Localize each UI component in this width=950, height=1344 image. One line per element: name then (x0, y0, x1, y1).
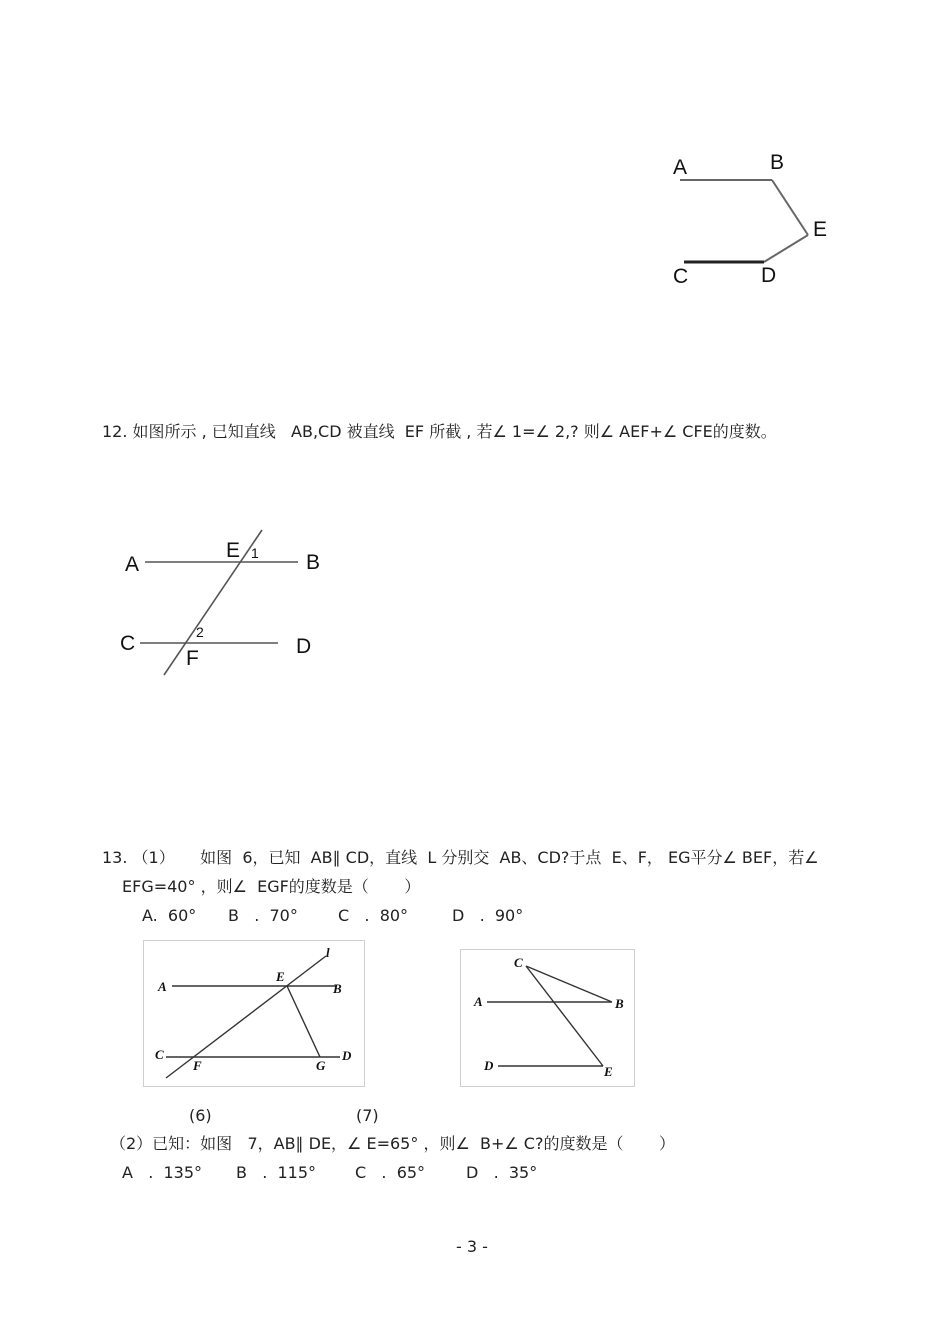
q13-part1-line2: EFG=40° ，则∠ EGF的度数是（ ） (122, 877, 421, 896)
fig7-label-c: C (514, 955, 523, 970)
figure-7-caption: (7) (356, 1106, 379, 1125)
figure-6-caption: (6) (189, 1106, 212, 1125)
fig6-label-d: D (342, 1048, 352, 1063)
label-d: D (761, 264, 777, 287)
fig7-label-e: E (604, 1064, 613, 1079)
q13-p1-option-a: A. 60° (142, 906, 197, 925)
q12-text: 12. 如图所示 , 已知直线 AB,CD 被直线 EF 所截 , 若∠ 1=∠ 2,? 则∠ AEF+∠ CFE的度数。 (102, 422, 777, 441)
q13-p1-option-d: D . 90° (452, 906, 524, 925)
fig6-label-a: A (158, 979, 167, 994)
fig6-label-b: B (333, 981, 342, 996)
q12-label-1: 1 (251, 545, 259, 561)
fig6-label-c: C (155, 1047, 164, 1062)
q12-label-f: F (186, 647, 199, 670)
q12-label-b: B (306, 551, 321, 574)
page-number: - 3 - (456, 1237, 488, 1256)
fig7-line-ce (526, 966, 603, 1066)
fig6-label-g: G (316, 1058, 326, 1073)
fig7-line-cb (526, 966, 612, 1002)
fig7-label-b: B (615, 996, 624, 1011)
q13-p2-option-d: D . 35° (466, 1163, 538, 1182)
q13-p1-option-c: C . 80° (338, 906, 409, 925)
fig6-label-f: F (193, 1058, 202, 1073)
fig7-label-a: A (474, 994, 483, 1009)
label-e: E (813, 218, 828, 241)
q13-part1-line1: 13. （1） 如图 6，已知 AB∥ CD，直线 L 分别交 AB、CD?于点 E、F， EG平分∠ BEF，若∠ (102, 848, 819, 867)
fig6-label-e: E (276, 969, 285, 984)
q12-label-e: E (226, 539, 241, 562)
label-b: B (770, 151, 785, 174)
q13-p2-option-b: B . 115° (236, 1163, 317, 1182)
fig7-label-d: D (484, 1058, 494, 1073)
q12-label-c: C (120, 632, 136, 655)
q12-label-a: A (125, 553, 140, 576)
label-c: C (673, 265, 689, 288)
q13-p1-option-b: B . 70° (228, 906, 298, 925)
q12-label-d: D (296, 635, 312, 658)
label-a: A (673, 156, 688, 179)
q13-p2-option-c: C . 65° (355, 1163, 426, 1182)
fig6-label-l: l (326, 945, 330, 960)
q12-label-2: 2 (196, 624, 204, 640)
q13-p2-option-a: A . 135° (122, 1163, 202, 1182)
q13-part2-line: （2）已知：如图 7，AB∥ DE，∠ E=65° ，则∠ B+∠ C?的度数是（ ） (110, 1134, 676, 1153)
